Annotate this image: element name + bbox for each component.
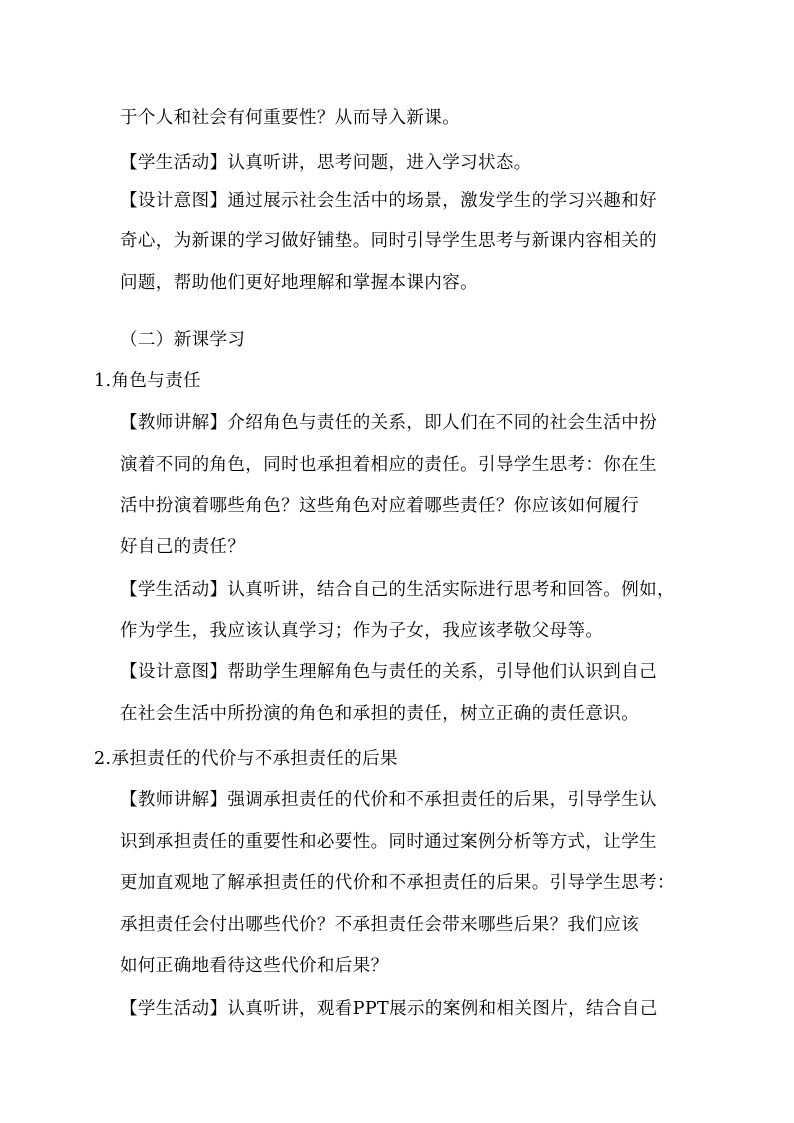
paragraph-line: 更加直观地了解承担责任的代价和不承担责任的后果。引导学生思考：	[120, 873, 675, 893]
section-heading: （二）新课学习	[120, 330, 246, 350]
paragraph-line: 活中扮演着哪些角色？这些角色对应着哪些责任？你应该如何履行	[120, 496, 640, 516]
paragraph-line: 【设计意图】帮助学生理解角色与责任的关系，引导他们认识到自己	[120, 662, 657, 682]
paragraph-line: 识到承担责任的重要性和必要性。同时通过案例分析等方式，让学生	[120, 832, 657, 852]
paragraph-line: 【学生活动】认真听讲，观看PPT展示的案例和相关图片，结合自己	[120, 999, 658, 1019]
subsection-heading: 1.角色与责任	[94, 371, 201, 391]
paragraph-line: 于个人和社会有何重要性？从而导入新课。	[120, 108, 461, 128]
paragraph-line: 问题，帮助他们更好地理解和掌握本课内容。	[120, 273, 478, 293]
paragraph-line: 【学生活动】认真听讲，结合自己的生活实际进行思考和回答。例如，	[120, 580, 675, 600]
subsection-heading: 2.承担责任的代价与不承担责任的后果	[94, 749, 398, 769]
paragraph-line: 好自己的责任？	[120, 537, 246, 557]
paragraph-line: 【教师讲解】强调承担责任的代价和不承担责任的后果，引导学生认	[120, 790, 657, 810]
paragraph-line: 【学生活动】认真听讲，思考问题，进入学习状态。	[120, 153, 532, 173]
paragraph-line: 承担责任会付出哪些代价？不承担责任会带来哪些后果？我们应该	[120, 915, 640, 935]
paragraph-line: 【教师讲解】介绍角色与责任的关系，即人们在不同的社会生活中扮	[120, 413, 657, 433]
paragraph-line: 演着不同的角色，同时也承担着相应的责任。引导学生思考：你在生	[120, 455, 657, 475]
paragraph-line: 奇心，为新课的学习做好铺垫。同时引导学生思考与新课内容相关的	[120, 231, 657, 251]
paragraph-line: 在社会生活中所扮演的角色和承担的责任，树立正确的责任意识。	[120, 704, 640, 724]
paragraph-line: 如何正确地看待这些代价和后果？	[120, 956, 389, 976]
paragraph-line: 作为学生，我应该认真学习；作为子女，我应该孝敬父母等。	[120, 621, 604, 641]
paragraph-line: 【设计意图】通过展示社会生活中的场景，激发学生的学习兴趣和好	[120, 191, 657, 211]
